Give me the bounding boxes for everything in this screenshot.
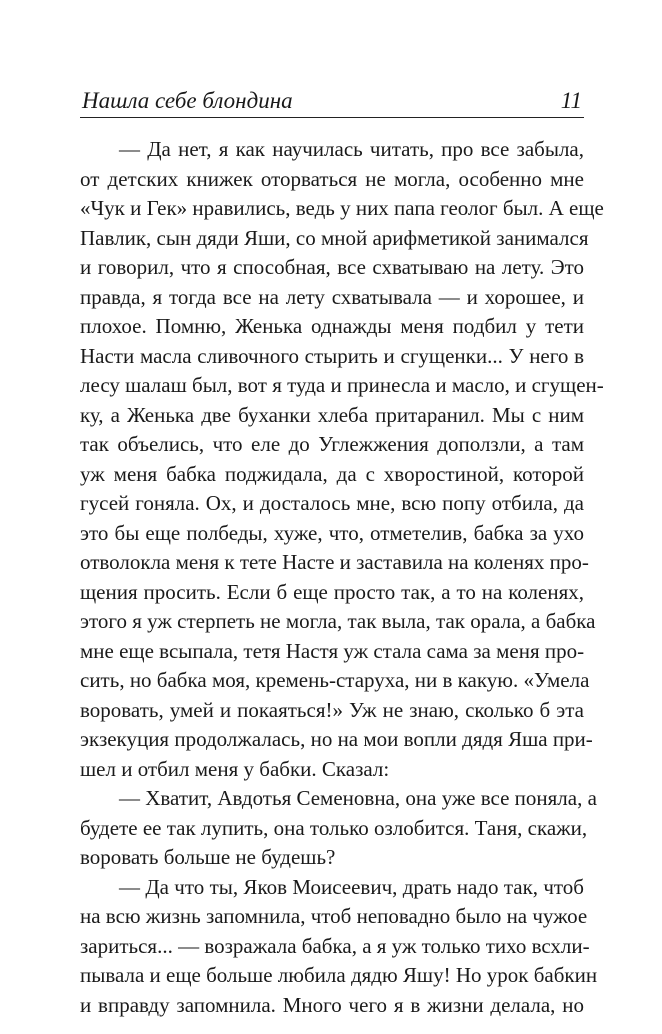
text-line: экзекуция продолжалась, но на мои вопли дядя Яша при- bbox=[80, 727, 593, 751]
text-line: и говорил, что я способная, все схватываю на лету. Это bbox=[80, 255, 584, 279]
text-line: пывала и еще больше любила дядю Яшу! Но урок бабкин bbox=[80, 963, 598, 987]
text-line: зариться... — возражала бабка, а я уж только тихо всхли- bbox=[80, 933, 590, 958]
text-line: лесу шалаш был, вот я туда и принесла и масло, и сгущен- bbox=[80, 373, 604, 397]
text-line: «Чук и Гек» нравились, ведь у них папа геолог был. А еще bbox=[80, 196, 604, 220]
text-line: Насти масла сливочного стырить и сгущенки... У него в bbox=[80, 343, 584, 368]
book-page bbox=[80, 86, 604, 1020]
text-line: шел и отбил меня у бабки. Сказал: bbox=[80, 756, 390, 781]
text-line: гусей гоняла. Ох, и досталось мне, всю попу отбила, да bbox=[80, 491, 584, 515]
text-line: правда, я тогда все на лету схватывала — и хорошее, и bbox=[80, 284, 584, 309]
text-line: от детских книжек оторваться не могла, особенно мне bbox=[80, 166, 584, 191]
text-line: этого я уж стерпеть не могла, так выла, так орала, а бабка bbox=[80, 609, 596, 633]
text-line: плохое. Помню, Женька однажды меня подбил у тети bbox=[80, 314, 584, 338]
text-line: и вправду запомнила. Много чего я в жизни делала, но bbox=[80, 992, 584, 1017]
text-line: это бы еще полбеды, хуже, что, отметелив, бабка за ухо bbox=[80, 520, 584, 545]
text-line: мне еще всыпала, тетя Настя уж стала сама за меня про- bbox=[80, 638, 585, 663]
text-line: — Да что ты, Яков Моисеевич, драть надо так, чтоб bbox=[119, 874, 584, 899]
book-title: Нашла себе блондина bbox=[82, 88, 293, 113]
text-line: воровать, умей и покаяться!» Уж не знаю, сколько б эта bbox=[80, 697, 584, 722]
text-line: будете ее так лупить, она только озлобится. Таня, скажи, bbox=[80, 815, 588, 840]
text-line: щения просить. Если б еще просто так, а то на коленях, bbox=[80, 579, 584, 604]
running-header bbox=[80, 86, 584, 118]
text-line: на всю жизнь запомнила, чтоб неповадно было на чужое bbox=[80, 904, 588, 928]
page-number: 11 bbox=[560, 88, 582, 113]
text-line: — Хватит, Авдотья Семеновна, она уже все поняла, а bbox=[119, 786, 597, 810]
text-line: так объелись, что еле до Углежжения доползли, а там bbox=[80, 432, 584, 456]
text-line: уж меня бабка поджидала, да с хворостиной, которой bbox=[80, 461, 584, 486]
text-line: воровать больше не будешь? bbox=[80, 845, 336, 869]
text-line: сить, но бабка моя, кремень-старуха, ни в какую. «Умела bbox=[80, 668, 590, 692]
text-line: отволокла меня к тете Насте и заставила на коленях про- bbox=[80, 550, 589, 574]
text-line: — Да нет, я как научилась читать, про все забыла, bbox=[119, 137, 584, 161]
body-text bbox=[80, 135, 604, 1020]
text-line: ку, а Женька две буханки хлеба притаранил. Мы с ним bbox=[80, 402, 584, 427]
text-line: Павлик, сын дяди Яши, со мной арифметикой занимался bbox=[80, 225, 589, 250]
